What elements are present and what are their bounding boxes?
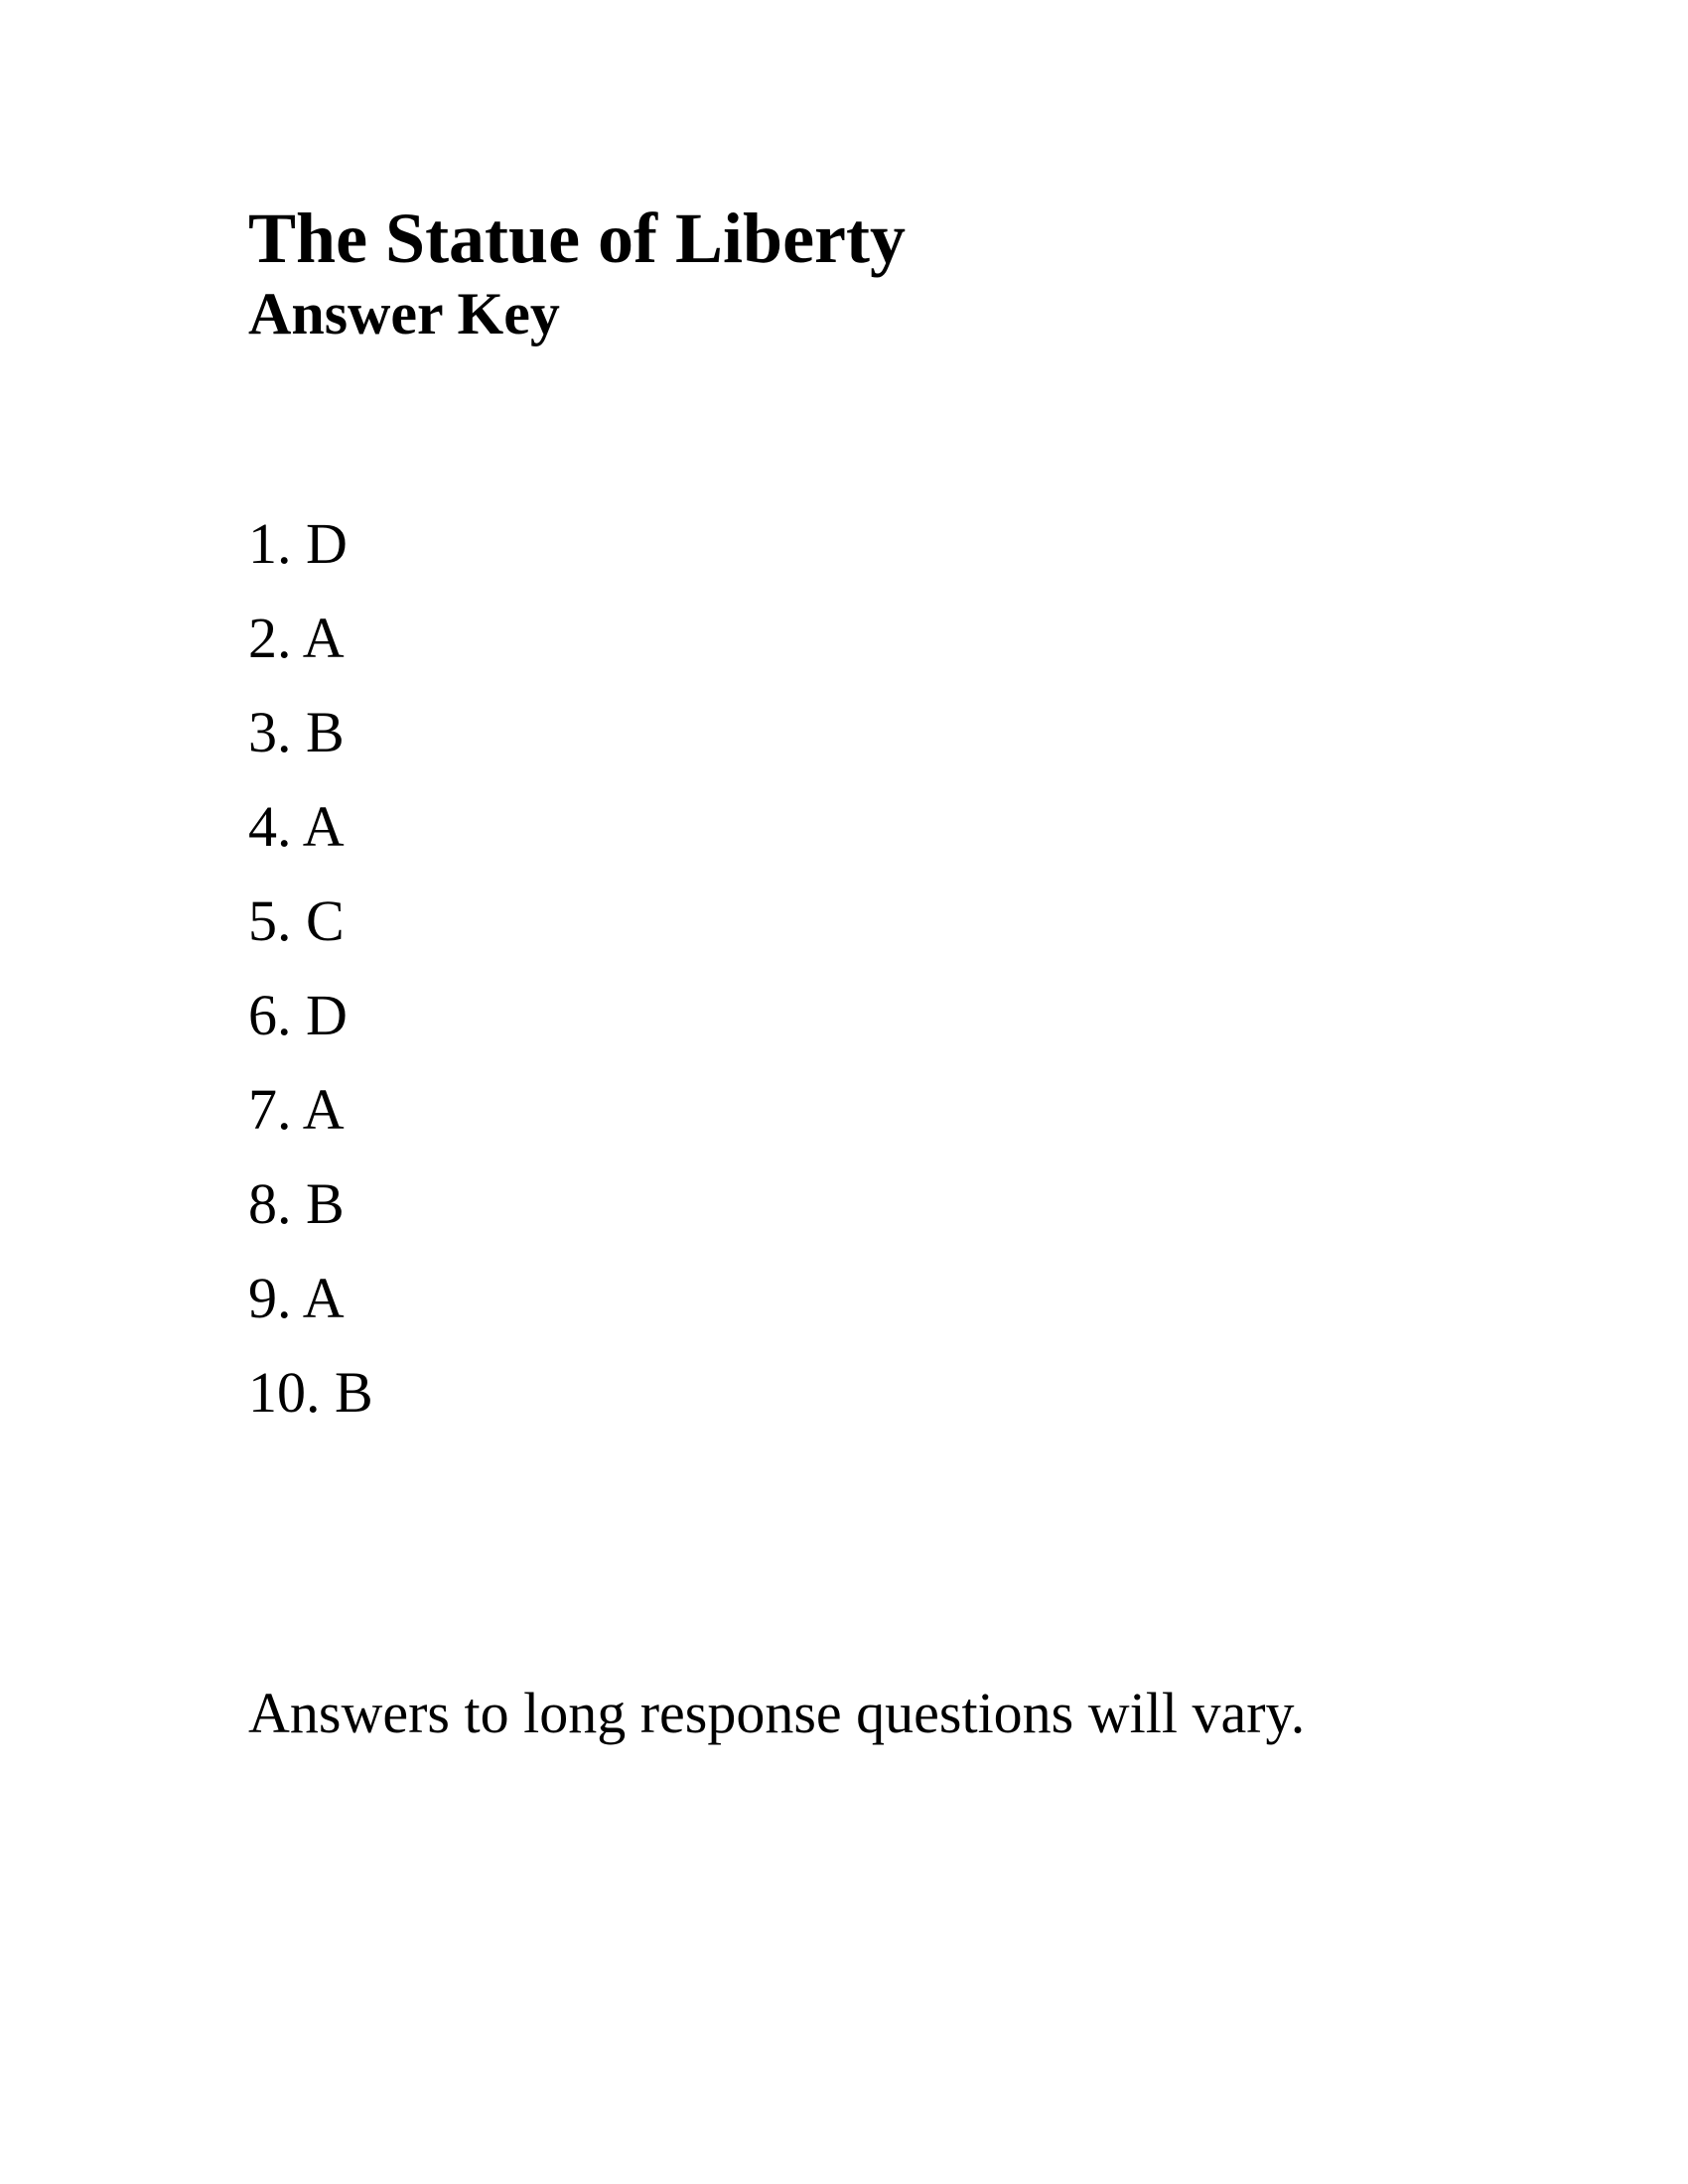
- answer-item-9: 9. A: [248, 1266, 345, 1330]
- answer-item-8: 8. B: [248, 1171, 345, 1236]
- answer-item-3: 3. B: [248, 700, 345, 764]
- answer-key-subtitle: Answer Key: [248, 281, 560, 346]
- answer-item-7: 7. A: [248, 1077, 345, 1142]
- page-title: The Statue of Liberty: [248, 199, 906, 278]
- answer-item-6: 6. D: [248, 983, 348, 1047]
- long-response-note: Answers to long response questions will vary.: [248, 1681, 1306, 1745]
- answer-item-10: 10. B: [248, 1360, 373, 1425]
- answer-item-4: 4. A: [248, 794, 345, 859]
- answer-item-2: 2. A: [248, 606, 345, 670]
- answers-list: [248, 496, 373, 1439]
- answer-item-1: 1. D: [248, 511, 348, 576]
- answer-item-5: 5. C: [248, 888, 345, 953]
- document-heading: [248, 198, 906, 348]
